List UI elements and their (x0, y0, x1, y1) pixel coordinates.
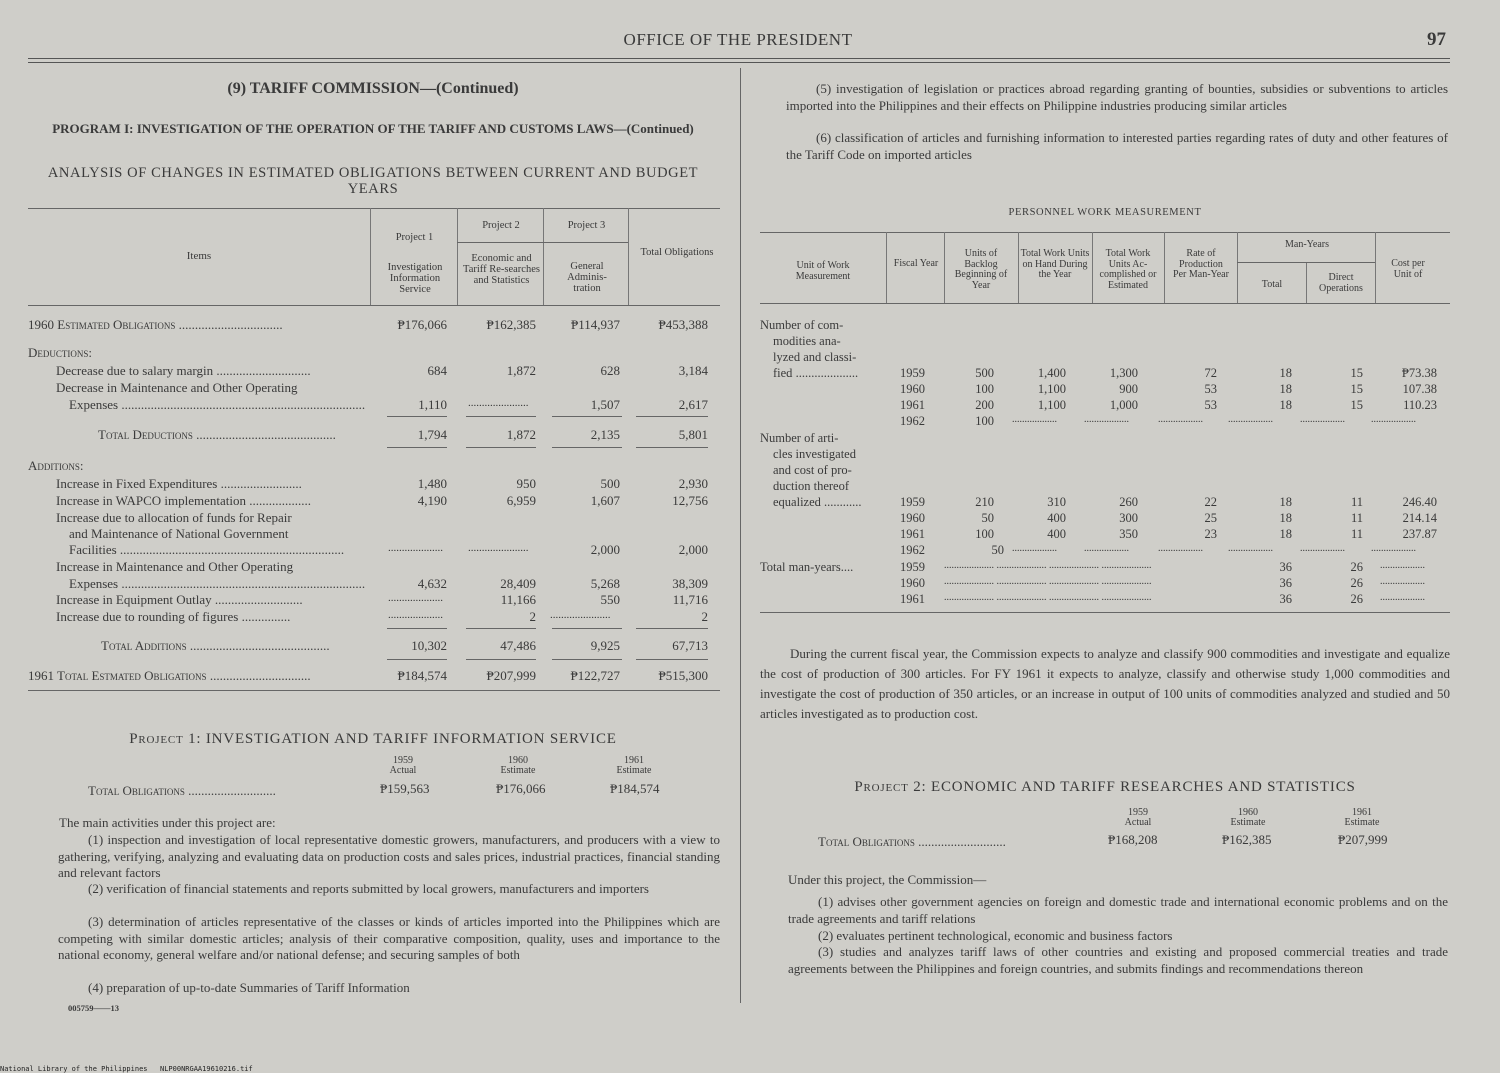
p1-value-1960: ₱176,066 (496, 781, 546, 796)
cell-blank: ...................... (468, 542, 529, 554)
pwm-cell: 100 (975, 527, 994, 541)
row-label-rounding: Increase due to rounding of figures ............... (56, 609, 291, 624)
cell-value: ₱162,385 (486, 317, 536, 332)
pwm-cell: 53 (1204, 398, 1217, 412)
pwm-cell: 26 (1350, 576, 1363, 590)
table-top-rule (28, 208, 720, 209)
cell-value: 3,184 (678, 363, 708, 378)
project1-title: Project 1: INVESTIGATION AND TARIFF INFORMATION SERVICE (129, 731, 617, 747)
cell-value: 2,135 (590, 427, 620, 442)
pwm-cell: 18 (1279, 382, 1292, 396)
cell-value: 11,716 (672, 592, 708, 607)
pwm-year: 1961 (900, 527, 925, 541)
cell-value: 11,166 (500, 592, 536, 607)
table-col-line (457, 208, 458, 305)
col-head-p2-desc: Economic and Tariff Re-searches and Statistics (463, 253, 540, 286)
p1-item-1: (1) inspection and investigation of local representative domestic growers, manufacturers, and producers with a view to gathering, verifying, analyzing and evaluating data on production costs and sales prices, industrial practices, financial standing and relevant factors (58, 832, 720, 880)
cell-blank: ...................... (468, 397, 529, 409)
g2-label-2: cles investigated (773, 447, 856, 461)
pwm-head-direct: Direct Operations (1319, 272, 1363, 294)
p2-col-1960: 1960 Estimate (1230, 807, 1266, 828)
footer-file: NLP00NRGAA19610216.tif (160, 1065, 253, 1073)
table-col-line (628, 208, 629, 305)
p1-total-label: Total Obligations ........................... (88, 783, 276, 798)
pwm-cell: 210 (975, 495, 994, 509)
pwm-blank: .................. (1084, 414, 1129, 425)
pwm-year: 1962 (900, 543, 925, 557)
pwm-cell: 22 (1204, 495, 1217, 509)
p2-total-label: Total Obligations ........................... (818, 834, 1006, 849)
commission-title: (9) TARIFF COMMISSION—(Continued) (227, 80, 519, 97)
pwm-cell: 214.14 (1402, 511, 1437, 525)
row-label-fixed: Increase in Fixed Expenditures ......................... (56, 476, 302, 491)
pwm-year: 1961 (900, 592, 925, 606)
cell-value: 2,930 (678, 476, 708, 491)
row-label-repair: Increase due to allocation of funds for Repair (56, 510, 292, 525)
pwm-top-rule (760, 232, 1450, 233)
p2-col-1961: 1961 Estimate (1344, 807, 1380, 828)
pwm-head-total: Total (1261, 279, 1283, 290)
g1-label-2: modities ana- (773, 334, 841, 348)
pwm-cell: 260 (1119, 495, 1138, 509)
pwm-cell: ₱73.38 (1401, 366, 1437, 380)
pwm-col-line (1306, 262, 1307, 303)
sum-rule (387, 659, 447, 660)
pwm-year: 1959 (900, 495, 925, 509)
table-col-line (370, 208, 371, 305)
pwm-year: 1962 (900, 414, 925, 428)
sum-rule (466, 416, 536, 417)
pwm-cell: 18 (1279, 495, 1292, 509)
pwm-cell: 1,000 (1109, 398, 1138, 412)
sum-rule (552, 447, 622, 448)
pwm-col-line (1237, 232, 1238, 303)
pwm-cell: 50 (981, 511, 994, 525)
pwm-head-unit: Unit of Work Measurement (795, 260, 851, 282)
pwm-cell: 18 (1279, 366, 1292, 380)
row-label-total-add: Total Additions ........................................... (101, 638, 330, 653)
pwm-year: 1960 (900, 382, 925, 396)
pwm-cell: 26 (1350, 560, 1363, 574)
pwm-cell: 11 (1350, 495, 1363, 509)
pwm-cell: 15 (1350, 398, 1363, 412)
pwm-head-manyears: Man-Years (1285, 239, 1329, 250)
cell-value: ₱114,937 (571, 317, 620, 332)
cell-value: 950 (516, 476, 536, 491)
pwm-cell: 1,100 (1037, 382, 1066, 396)
cell-value: 67,713 (672, 638, 708, 653)
pwm-cell: 18 (1279, 527, 1292, 541)
sum-rule (636, 416, 708, 417)
pwm-blank: .................... .................... .................... .................... (944, 592, 1152, 603)
pwm-col-line (1092, 232, 1093, 303)
cell-value: ₱515,300 (658, 668, 708, 683)
pwm-cell: 107.38 (1402, 382, 1437, 396)
g2-label-1: Number of arti- (760, 431, 839, 445)
row-label-wapco: Increase in WAPCO implementation ................... (56, 493, 312, 508)
row-label-est1961: 1961 Total Estmated Obligations ............................... (28, 668, 311, 683)
g1-label-1: Number of com- (760, 318, 844, 332)
pwm-blank: .................... .................... .................... .................... (944, 576, 1152, 587)
col-head-p3-desc: General Adminis-tration (567, 261, 607, 294)
pwm-blank: .................. (1228, 543, 1273, 554)
sum-rule (636, 447, 708, 448)
pwm-head-accomp: Total Work Units Ac-complished or Estimated (1099, 248, 1157, 291)
pwm-head-onhand: Total Work Units on Hand During the Year (1020, 248, 1090, 280)
cell-value: ₱184,574 (397, 668, 447, 683)
cell-value: ₱453,388 (658, 317, 708, 332)
pwm-col-line (886, 232, 887, 303)
pwm-cell: 100 (975, 414, 994, 428)
g3-label: Total man-years.... (760, 560, 854, 574)
cell-value: 2 (701, 609, 708, 624)
col-head-p3: Project 3 (567, 220, 606, 231)
pwm-cell: 18 (1279, 398, 1292, 412)
cell-value: ₱207,999 (486, 668, 536, 683)
g2-label-4: duction thereof (773, 479, 850, 493)
col-head-p1: Project 1 (395, 232, 434, 243)
g2-label-5: equalized ............ (773, 495, 862, 509)
pwm-cell: 400 (1047, 527, 1066, 541)
pwm-cell: 310 (1047, 495, 1066, 509)
sum-rule (552, 416, 622, 417)
cell-value: 9,925 (590, 638, 620, 653)
sum-rule (466, 447, 536, 448)
pwm-cell: 350 (1119, 527, 1138, 541)
pwm-cell: 500 (975, 366, 994, 380)
pwm-head-rule (1237, 262, 1375, 263)
pwm-cell: 26 (1350, 592, 1363, 606)
cell-value: 2 (529, 609, 536, 624)
p2-value-1961: ₱207,999 (1338, 832, 1388, 847)
cell-value: 1,607 (590, 493, 620, 508)
table-col-line (543, 208, 544, 305)
cell-value: 47,486 (500, 638, 536, 653)
sum-rule (387, 447, 447, 448)
cell-value: 550 (600, 592, 620, 607)
sum-rule (387, 628, 447, 629)
table-head-rule (28, 305, 720, 306)
cell-value: 5,268 (590, 576, 620, 591)
col-head-total: Total Obligations (640, 247, 714, 258)
cell-blank: .................... (388, 542, 443, 554)
p2-col-1959: 1959 Actual (1124, 807, 1152, 828)
cell-value: 1,480 (417, 476, 447, 491)
col-head-p2: Project 2 (482, 220, 520, 231)
p1-value-1961: ₱184,574 (610, 781, 660, 796)
p2-value-1960: ₱162,385 (1222, 832, 1272, 847)
pwm-cell: 25 (1204, 511, 1217, 525)
pwm-cell: 15 (1350, 366, 1363, 380)
cell-value: 12,756 (672, 493, 708, 508)
pwm-cell: 11 (1350, 527, 1363, 541)
pwm-cell: 400 (1047, 511, 1066, 525)
p2-value-1959: ₱168,208 (1108, 832, 1158, 847)
pwm-head-fy: Fiscal Year (893, 258, 939, 269)
table-head-rule (457, 242, 628, 243)
pwm-cell: 1,400 (1037, 366, 1066, 380)
cell-blank: .................... (388, 592, 443, 604)
pwm-blank: .................. (1084, 543, 1129, 554)
during-paragraph: During the current fiscal year, the Commission expects to analyze and classify 900 commodities and investigate and equalize the cost of production of 300 articles. For FY 1961 it expects to analyze, classify and otherwise study 1,000 commodities and investigate the cost of production of 350 articles, or an increase in output of 100 units of commodities analyzed and studied and 50 articles investigated as to production cost. (760, 646, 1450, 721)
p2-item-2: (2) evaluates pertinent technological, economic and business factors (818, 928, 1173, 943)
g2-label-3: and cost of pro- (773, 463, 852, 477)
cell-value: 1,872 (506, 427, 536, 442)
cell-value: 5,801 (678, 427, 708, 442)
pwm-year: 1959 (900, 366, 925, 380)
row-label-maint-dec: Decrease in Maintenance and Other Operating (56, 380, 298, 395)
pwm-col-line (1018, 232, 1019, 303)
pwm-year: 1960 (900, 511, 925, 525)
cell-value: 1,507 (590, 397, 620, 412)
cell-value: 500 (600, 476, 620, 491)
pwm-head-cost: Cost per Unit of (1391, 258, 1425, 280)
table-bottom-rule (28, 690, 720, 691)
additions-heading: Additions: (28, 458, 84, 473)
cell-value: 2,000 (678, 542, 708, 557)
row-label-text: Decrease due to salary margin (56, 363, 214, 378)
p2-intro: Under this project, the Commission— (788, 872, 987, 887)
pwm-cell: 36 (1279, 592, 1292, 606)
pwm-blank: .................. (1380, 592, 1425, 603)
pwm-cell: 11 (1350, 511, 1363, 525)
pwm-year: 1961 (900, 398, 925, 412)
page-header-title: OFFICE OF THE PRESIDENT (623, 30, 853, 49)
pwm-year: 1959 (900, 560, 925, 574)
pwm-cell: 100 (975, 382, 994, 396)
printer-code: 005759——13 (68, 1003, 119, 1013)
pwm-head-backlog: Units of Backlog Beginning of Year (954, 248, 1008, 291)
cell-value: 684 (427, 363, 447, 378)
p1-value-1959: ₱159,563 (380, 781, 430, 796)
pwm-blank: .................. (1012, 543, 1057, 554)
col-head-items: Items (186, 250, 212, 262)
pwm-cell: 36 (1279, 576, 1292, 590)
sum-rule (387, 416, 447, 417)
sum-rule (552, 659, 622, 660)
column-divider (740, 68, 741, 1003)
project2-title: Project 2: ECONOMIC AND TARIFF RESEARCHES AND STATISTICS (854, 779, 1356, 795)
pwm-blank: .................. (1371, 414, 1416, 425)
pwm-bottom-rule (760, 612, 1450, 613)
cell-value: 4,190 (417, 493, 447, 508)
page-number: 97 (1427, 29, 1446, 50)
cell-value: 2,617 (678, 397, 708, 412)
p1-item-4: (4) preparation of up-to-date Summaries of Tariff Information (88, 980, 410, 995)
p1-col-1959: 1959 Actual (389, 755, 417, 776)
pwm-col-line (1164, 232, 1165, 303)
row-label-maint-inc: Increase in Maintenance and Other Operating (56, 559, 294, 574)
row-label-repair-3: Facilities ..................................................................... (69, 542, 345, 557)
pwm-blank: .................. (1300, 543, 1345, 554)
row-label-maint-dec-2: Expenses ........................................................................... (69, 397, 366, 412)
p1-col-1961: 1961 Estimate (616, 755, 652, 776)
pwm-blank: .................. (1380, 576, 1425, 587)
cell-value: 628 (600, 363, 620, 378)
cell-value: 38,309 (672, 576, 708, 591)
pwm-cell: 1,100 (1037, 398, 1066, 412)
pwm-head-rate: Rate of Production Per Man-Year (1173, 248, 1229, 280)
pwm-head-rule (760, 303, 1450, 304)
col-head-p1-desc: Investigation Information Service (387, 262, 443, 295)
sum-rule (466, 659, 536, 660)
row-label-equip: Increase in Equipment Outlay ........................... (56, 592, 303, 607)
p1-item-3: (3) determination of articles representative of the classes or kinds of articles imported into the Philippines which are competing with similar domestic articles; analysis of their comparative composition, quality, uses and importance to the national economy, general welfare and/or national defense; and securing samples of both (58, 914, 720, 962)
pwm-cell: 300 (1119, 511, 1138, 525)
cell-value: 1,872 (506, 363, 536, 378)
pwm-cell: 1,300 (1109, 366, 1138, 380)
pwm-title: PERSONNEL WORK MEASUREMENT (1008, 207, 1202, 218)
pwm-blank: .................. (1300, 414, 1345, 425)
pwm-cell: 246.40 (1402, 495, 1437, 509)
cell-value: 28,409 (500, 576, 536, 591)
p1-item-2: (2) verification of financial statements and reports submitted by local growers, manufacturers and importers (88, 881, 649, 896)
pwm-cell: 18 (1279, 511, 1292, 525)
analysis-title: ANALYSIS OF CHANGES IN ESTIMATED OBLIGATIONS BETWEEN CURRENT AND BUDGET YEARS (47, 165, 699, 197)
pwm-blank: .................. (1158, 414, 1203, 425)
pwm-col-line (1375, 232, 1376, 303)
cell-value: ₱176,066 (397, 317, 447, 332)
p1-col-1960: 1960 Estimate (500, 755, 536, 776)
sum-rule (636, 659, 708, 660)
row-label-salary: Decrease due to salary margin ............................. (56, 363, 311, 378)
cell-value: 10,302 (411, 638, 447, 653)
row-label-est1960: 1960 Estimated Obligations ................................ (28, 317, 283, 332)
item-5: (5) investigation of legislation or practices abroad regarding granting of bounties, subsidies or subventions to articles imported into the Philippines and their effects on Philippine industries producing similar articles (786, 81, 1448, 113)
pwm-blank: .................. (1158, 543, 1203, 554)
pwm-cell: 237.87 (1402, 527, 1437, 541)
p2-item-3: (3) studies and analyzes tariff laws of other countries and existing and proposed commercial treaties and trade agreements between the Philippines and foreign countries, and submits findings and recommendations thereon (788, 944, 1448, 976)
p1-intro: The main activities under this project are: (59, 815, 276, 830)
pwm-blank: .................. (1012, 414, 1057, 425)
pwm-blank: .................. (1228, 414, 1273, 425)
cell-blank: ...................... (550, 609, 611, 621)
row-label-maint-inc-2: Expenses ........................................................................... (69, 576, 366, 591)
g1-label-4: fied .................... (773, 366, 859, 380)
program-title: PROGRAM I: INVESTIGATION OF THE OPERATION OF THE TARIFF AND CUSTOMS LAWS—(Continued) (52, 121, 694, 136)
pwm-blank: .................. (1380, 560, 1425, 571)
pwm-cell: 110.23 (1403, 398, 1437, 412)
cell-value: ₱122,727 (570, 668, 620, 683)
header-rule (28, 62, 1450, 63)
cell-value: 1,110 (418, 397, 447, 412)
sum-rule (636, 628, 708, 629)
sum-rule (552, 628, 622, 629)
cell-value: 6,959 (506, 493, 536, 508)
cell-value: 2,000 (590, 542, 620, 557)
header-rule (28, 58, 1450, 59)
pwm-cell: 72 (1204, 366, 1217, 380)
row-label-repair-2: and Maintenance of National Government (69, 526, 289, 541)
pwm-col-line (944, 232, 945, 303)
item-6: (6) classification of articles and furnishing information to interested parties regarding rates of duty and other features of the Tariff Code on imported articles (786, 130, 1448, 162)
pwm-cell: 36 (1279, 560, 1292, 574)
deductions-heading: Deductions: (28, 345, 92, 360)
footer-library: National Library of the Philippines (0, 1065, 148, 1073)
pwm-blank: .................... .................... .................... .................... (944, 560, 1152, 571)
pwm-cell: 200 (975, 398, 994, 412)
cell-value: 4,632 (417, 576, 447, 591)
pwm-cell: 900 (1119, 382, 1138, 396)
p2-item-1: (1) advises other government agencies on foreign and domestic trade and international economic problems and on the trade agreements and tariff relations (788, 894, 1448, 926)
cell-value: 1,794 (417, 427, 447, 442)
pwm-cell: 15 (1350, 382, 1363, 396)
row-label-total-ded: Total Deductions ........................................... (98, 427, 336, 442)
pwm-cell: 23 (1204, 527, 1217, 541)
pwm-blank: .................. (1371, 543, 1416, 554)
cell-blank: .................... (388, 609, 443, 621)
pwm-cell: 53 (1204, 382, 1217, 396)
g1-label-3: lyzed and classi- (773, 350, 857, 364)
pwm-cell: 50 (991, 543, 1004, 557)
sum-rule (466, 628, 536, 629)
pwm-year: 1960 (900, 576, 925, 590)
